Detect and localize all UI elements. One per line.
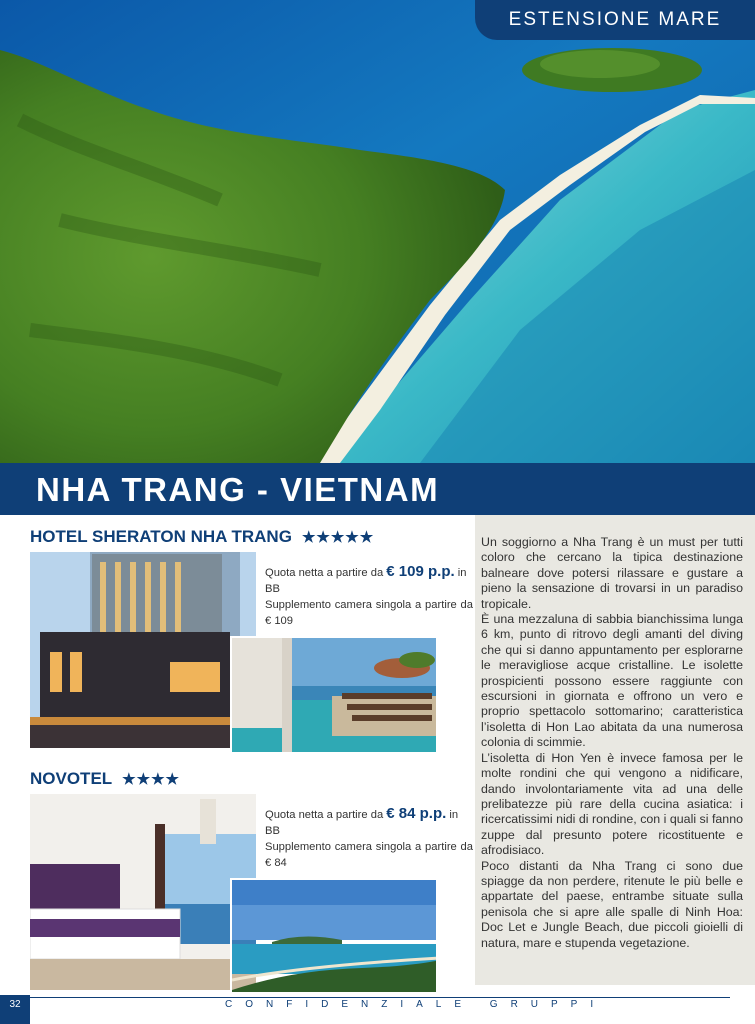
hotel-name-text: HOTEL SHERATON NHA TRANG <box>30 527 292 546</box>
sheraton-exterior-photo <box>28 550 258 750</box>
novotel-beach-photo <box>230 878 438 994</box>
price-amount: € 109 p.p. <box>386 563 455 580</box>
price-prefix: Quota netta a partire da <box>265 809 384 821</box>
star-rating: ★★★★ <box>122 771 180 788</box>
single-supplement: Supplemento camera singola a partire da € 84 <box>265 841 473 869</box>
star-rating: ★★★★★ <box>301 529 375 546</box>
description-panel <box>475 515 755 985</box>
section-tab: ESTENSIONE MARE <box>475 0 755 40</box>
description-paragraph: L’isoletta di Hon Yen è invece famosa per le molte rondini che qui vengono a nidificare, dando involontariamente vita ad una delle prelibatezze più rare della cucina asiatica: i ricercatissimi nidi di rondine, con i quali si fanno zuppe dal presunto potere ricostituente e afrodisiaco. <box>481 750 743 858</box>
title-bar <box>0 463 755 515</box>
sheraton-price-box <box>265 564 473 629</box>
description-paragraph: Poco distanti da Nha Trang ci sono due spiagge da non perdere, ritenute le più belle e appartate del paese, entrambe situate sulla penisola che si apre alle spalle di Ninh Hoa: Doc Let e Jungle Beach, due piccoli gioielli di natura, mare e stupenda vegetazione. <box>481 858 743 950</box>
page-title: NHA TRANG - VIETNAM <box>36 471 440 508</box>
sheraton-pool-photo <box>230 636 438 754</box>
novotel-price-box <box>265 806 473 871</box>
price-prefix: Quota netta a partire da <box>265 567 384 579</box>
price-suffix: in BB <box>265 567 467 595</box>
footer-label: CONFIDENZIALE GRUPPI <box>225 999 607 1010</box>
price-amount: € 84 p.p. <box>386 805 447 822</box>
single-supplement: Supplemento camera singola a partire da € 109 <box>265 599 473 627</box>
hotel-name-text: NOVOTEL <box>30 769 113 788</box>
novotel-room-photo <box>28 792 258 992</box>
description-paragraph: Un soggiorno a Nha Trang è un must per tutti coloro che cercano la tipica destinazione balneare dove potersi rilassare e gustare a pieno la sensazione di trovarsi in un paradiso tropicale. <box>481 535 743 611</box>
page-number: 32 <box>0 995 30 1024</box>
price-suffix: in BB <box>265 809 459 837</box>
hotel-name-novotel <box>30 769 180 789</box>
novotel-price-line <box>265 806 473 839</box>
footer-rule <box>30 997 730 998</box>
sheraton-price-line <box>265 564 473 597</box>
hotel-name-sheraton <box>30 527 374 547</box>
hero-aerial-photo <box>0 0 755 463</box>
description-paragraph: È una mezzaluna di sabbia bianchissima lunga 6 km, punto di ritrovo degli amanti del diving che qui si danno appuntamento per esplorarne le meravigliose acque cristalline. Le isolette prospicienti possono essere raggiunte con escursioni in giornata e offrono un vero e proprio spettacolo sottomarino; caratteristica l’isoletta di Hon Lao abitata da una numerosa colonia di scimmie. <box>481 612 743 750</box>
